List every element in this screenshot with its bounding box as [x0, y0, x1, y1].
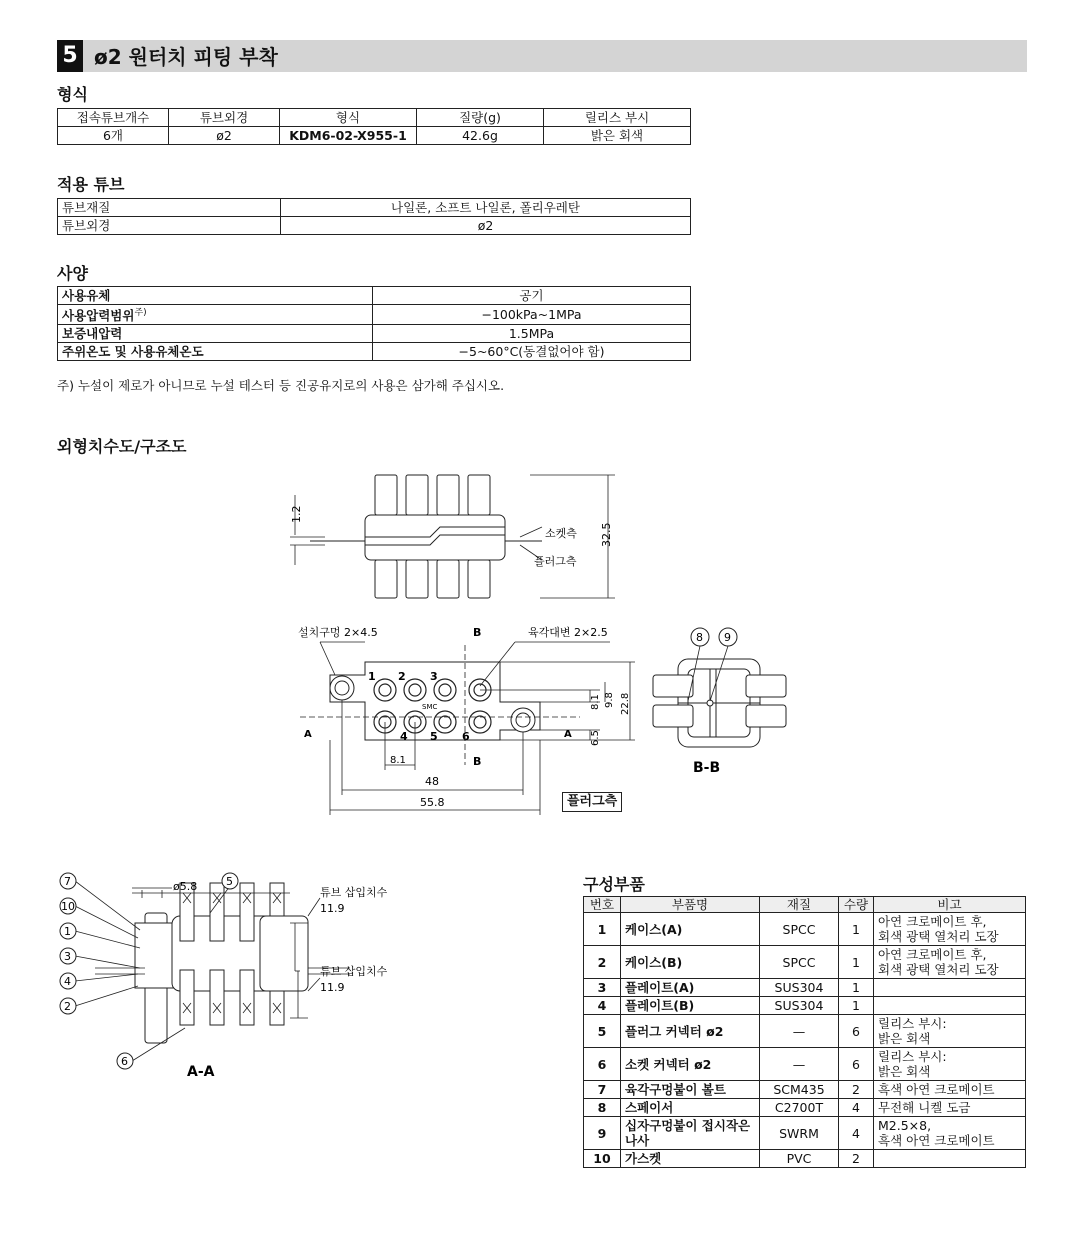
callout-2: 2	[64, 1000, 71, 1013]
table-row	[584, 946, 1026, 979]
dim-height: 32.5	[600, 522, 613, 547]
part-material: PVC	[760, 1150, 839, 1168]
table-row	[584, 913, 1026, 946]
part-qty: 1	[839, 997, 874, 1015]
part-material: C2700T	[760, 1099, 839, 1117]
part-name: 플레이트(B)	[621, 997, 760, 1015]
part-qty: 1	[839, 946, 874, 979]
table-row	[584, 979, 1026, 997]
part-remark: 무전해 니켈 도금	[874, 1099, 1026, 1117]
col-header: 비고	[874, 897, 1026, 913]
col-header: 릴리스 부시	[544, 109, 691, 127]
section-mark-a: A	[564, 729, 572, 740]
part-name: 케이스(A)	[621, 913, 760, 946]
part-material: SPCC	[760, 946, 839, 979]
table-row	[584, 1099, 1026, 1117]
callout-1: 1	[64, 925, 71, 938]
spec-note: 주) 누설이 제로가 아니므로 누설 테스터 등 진공유지로의 사용은 삼가해 주십시오.	[57, 378, 505, 393]
part-number: 3	[584, 979, 621, 997]
table-row	[584, 1150, 1026, 1168]
part-remark: 릴리스 부시: 밝은 회색	[874, 1048, 1026, 1081]
bb-label: B-B	[693, 760, 721, 776]
part-remark: 아연 크로메이트 후, 회색 광택 열처리 도장	[874, 913, 1026, 946]
table-cell: 밝은 회색	[544, 127, 691, 145]
row-value: −100kPa~1MPa	[373, 305, 691, 325]
part-number: 7	[584, 1081, 621, 1099]
callout-7: 7	[64, 875, 71, 888]
part-material: SWRM	[760, 1117, 839, 1150]
spec-heading: 사양	[57, 264, 88, 283]
part-qty: 2	[839, 1081, 874, 1099]
table-cell: 42.6g	[417, 127, 544, 145]
row-value: 나일론, 소프트 나일론, 폴리우레탄	[281, 199, 691, 217]
section-number: 5	[57, 40, 83, 72]
row-label: 사용압력범위$^{주)}$	[58, 305, 373, 325]
parts-table	[583, 896, 1026, 1168]
part-name: 십자구멍붙이 접시작은 나사	[621, 1117, 760, 1150]
part-material: SPCC	[760, 913, 839, 946]
col-header: 질량(g)	[417, 109, 544, 127]
col-header: 형식	[280, 109, 417, 127]
part-name: 플레이트(A)	[621, 979, 760, 997]
part-qty: 4	[839, 1099, 874, 1117]
insert-value: 11.9	[320, 902, 345, 915]
callout-10: 10	[61, 900, 75, 913]
port-number: 5	[430, 730, 438, 743]
bb-section-drawing	[648, 625, 788, 780]
callout-6: 6	[121, 1055, 128, 1068]
part-number: 10	[584, 1150, 621, 1168]
table-row	[584, 997, 1026, 1015]
dim: 22.8	[620, 692, 631, 715]
table-row	[584, 1081, 1026, 1099]
dim: 9.8	[604, 692, 615, 708]
side-view-drawing	[280, 465, 620, 605]
row-value: ø2	[281, 217, 691, 235]
part-name: 케이스(B)	[621, 946, 760, 979]
part-number: 2	[584, 946, 621, 979]
row-label: 사용유체	[58, 287, 373, 305]
part-number: 8	[584, 1099, 621, 1117]
part-remark	[874, 979, 1026, 997]
col-header: 재질	[760, 897, 839, 913]
part-name: 가스켓	[621, 1150, 760, 1168]
section-mark-b: B	[473, 626, 482, 639]
callout-9: 9	[724, 631, 731, 644]
dim: 55.8	[420, 796, 445, 809]
part-name: 소켓 커넥터 ø2	[621, 1048, 760, 1081]
model-heading: 형식	[57, 85, 88, 104]
plug-label: 플러그측	[534, 555, 577, 568]
row-label: 튜브재질	[58, 199, 281, 217]
dim-gap: 1.2	[290, 505, 303, 523]
callout-8: 8	[696, 631, 703, 644]
port-number: 4	[400, 730, 408, 743]
dim: 6.5	[590, 730, 601, 746]
hex-label: 육각대변 2×2.5	[528, 626, 608, 639]
table-row	[584, 1117, 1026, 1150]
row-value: −5~60°C(동결없어야 함)	[373, 343, 691, 361]
tube-heading: 적용 튜브	[57, 175, 125, 194]
insert-value: 11.9	[320, 981, 345, 994]
part-number: 5	[584, 1015, 621, 1048]
spec-table	[57, 286, 691, 361]
part-remark: 아연 크로메이트 후, 회색 광택 열처리 도장	[874, 946, 1026, 979]
row-value: 1.5MPa	[373, 325, 691, 343]
part-name: 스페이서	[621, 1099, 760, 1117]
model-code: KDM6-02-X955-1	[280, 127, 417, 145]
row-label: 보증내압력	[58, 325, 373, 343]
drawing-heading: 외형치수도/구조도	[57, 437, 187, 456]
part-qty: 6	[839, 1015, 874, 1048]
part-number: 9	[584, 1117, 621, 1150]
dim: 8.1	[390, 755, 406, 766]
table-row	[584, 1015, 1026, 1048]
dim: 48	[425, 775, 439, 788]
part-material: SCM435	[760, 1081, 839, 1099]
port-number: 2	[398, 670, 406, 683]
plug-side-box: 플러그측	[562, 792, 622, 812]
insert-label: 튜브 삽입치수	[320, 886, 388, 899]
row-value: 공기	[373, 287, 691, 305]
part-material: —	[760, 1015, 839, 1048]
row-label: 주위온도 및 사용유체온도	[58, 343, 373, 361]
callout-5: 5	[226, 875, 233, 888]
socket-label: 소켓측	[545, 527, 577, 540]
tube-table	[57, 198, 691, 235]
part-name: 플러그 커넥터 ø2	[621, 1015, 760, 1048]
col-header: 번호	[584, 897, 621, 913]
table-cell: ø2	[169, 127, 280, 145]
page-title: ø2 원터치 피팅 부착	[94, 45, 278, 69]
smc-logo: SMC	[422, 703, 438, 711]
part-material: SUS304	[760, 979, 839, 997]
part-qty: 1	[839, 913, 874, 946]
aa-label: A-A	[187, 1064, 215, 1080]
port-number: 6	[462, 730, 470, 743]
dim-dia: ø5.8	[173, 880, 198, 893]
part-number: 4	[584, 997, 621, 1015]
part-name: 육각구멍붙이 볼트	[621, 1081, 760, 1099]
part-material: SUS304	[760, 997, 839, 1015]
col-header: 튜브외경	[169, 109, 280, 127]
dim: 8.1	[590, 694, 601, 710]
callout-3: 3	[64, 950, 71, 963]
port-number: 1	[368, 670, 376, 683]
hole-label: 설치구멍 2×4.5	[298, 626, 378, 639]
table-row	[584, 1048, 1026, 1081]
section-mark-a: A	[304, 729, 312, 740]
part-remark	[874, 997, 1026, 1015]
col-header: 부품명	[621, 897, 760, 913]
port-number: 3	[430, 670, 438, 683]
callout-4: 4	[64, 975, 71, 988]
aa-section-drawing	[50, 868, 420, 1083]
part-qty: 4	[839, 1117, 874, 1150]
row-label: 튜브외경	[58, 217, 281, 235]
part-qty: 1	[839, 979, 874, 997]
part-qty: 6	[839, 1048, 874, 1081]
model-table	[57, 108, 691, 145]
insert-label: 튜브 삽입치수	[320, 965, 388, 978]
part-remark: 흑색 아연 크로메이트	[874, 1081, 1026, 1099]
plan-view-drawing	[290, 620, 640, 820]
parts-heading: 구성부품	[583, 875, 645, 894]
part-number: 6	[584, 1048, 621, 1081]
part-qty: 2	[839, 1150, 874, 1168]
section-mark-b: B	[473, 755, 482, 768]
col-header: 수량	[839, 897, 874, 913]
part-remark	[874, 1150, 1026, 1168]
part-remark: M2.5×8, 흑색 아연 크로메이트	[874, 1117, 1026, 1150]
part-remark: 릴리스 부시: 밝은 회색	[874, 1015, 1026, 1048]
part-material: —	[760, 1048, 839, 1081]
table-cell: 6개	[58, 127, 169, 145]
part-number: 1	[584, 913, 621, 946]
col-header: 접속튜브개수	[58, 109, 169, 127]
